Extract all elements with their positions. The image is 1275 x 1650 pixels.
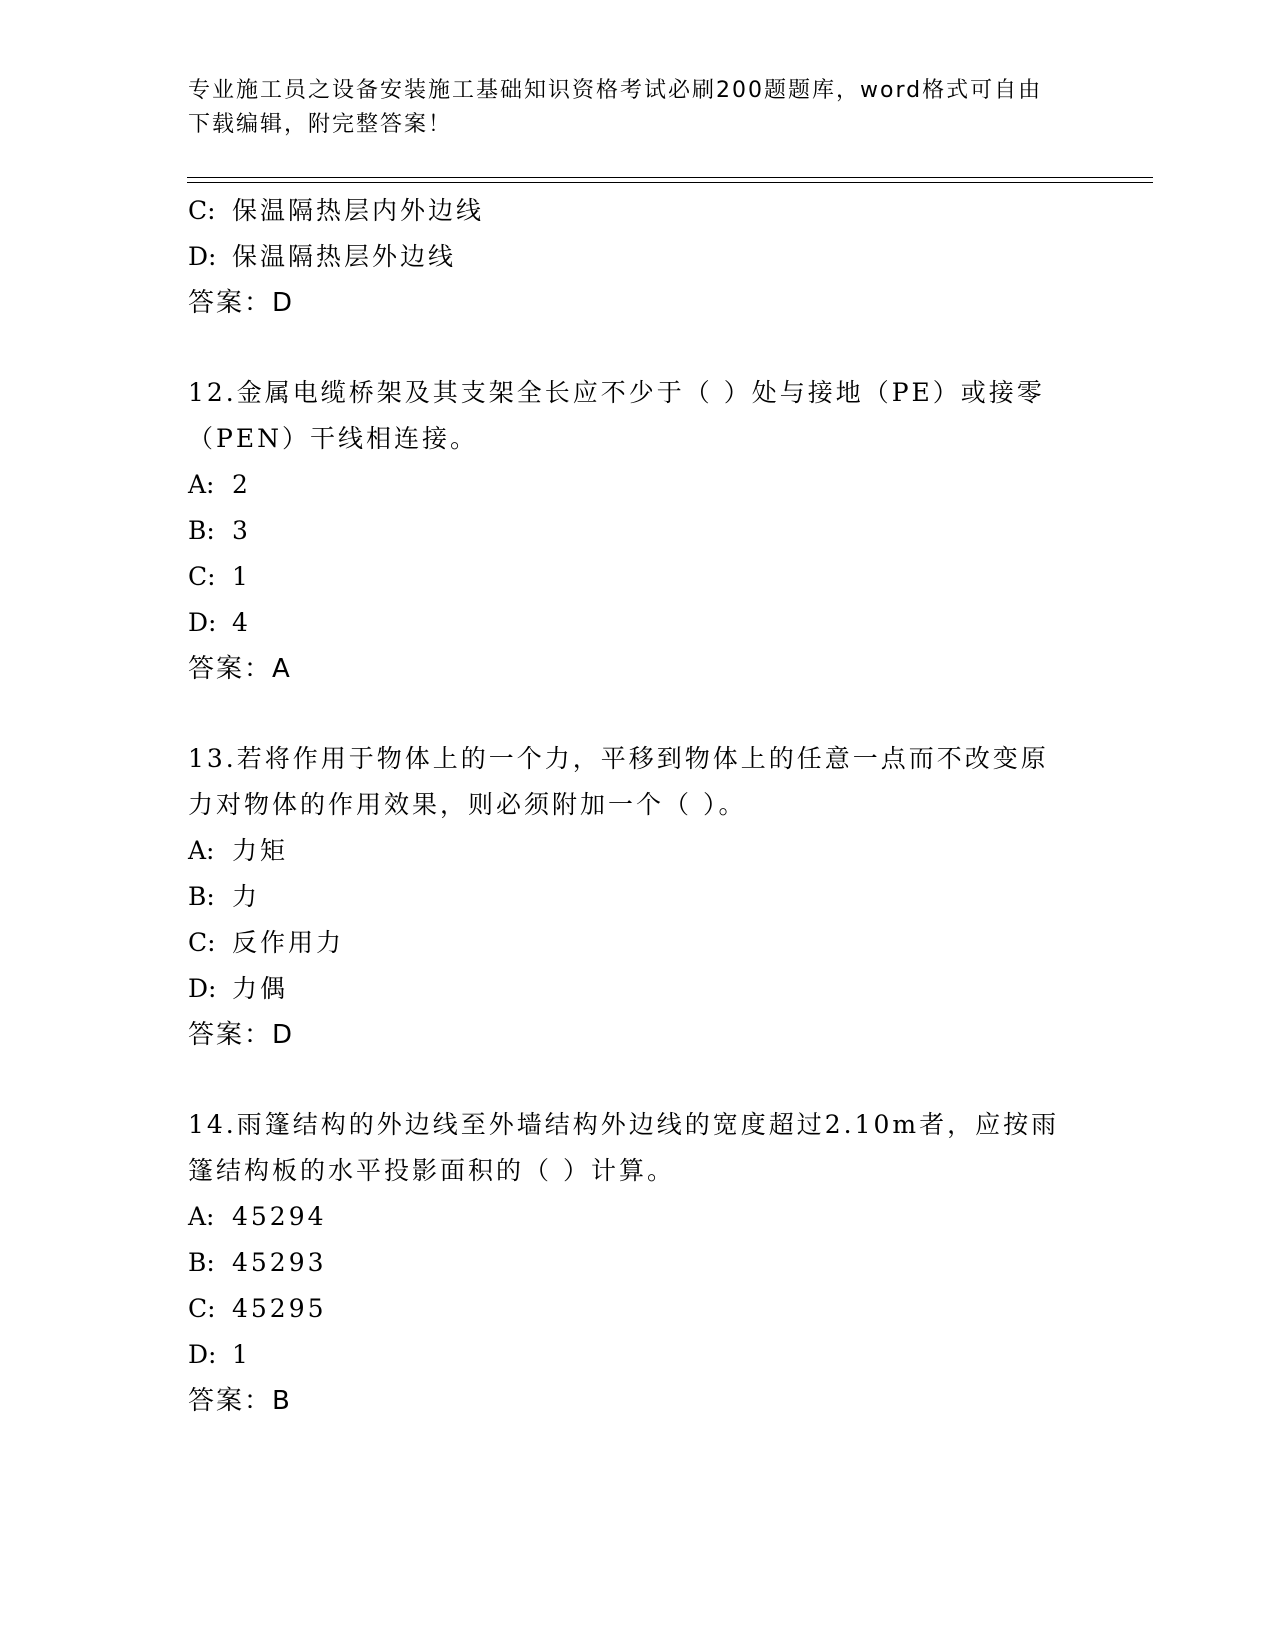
option-letter: C: [188, 1294, 216, 1323]
option-d [188, 600, 1088, 646]
page-header [188, 74, 1068, 142]
option-b [188, 874, 1088, 920]
question-stem-line: 力对物体的作用效果，则必须附加一个（ ）。 [188, 790, 747, 819]
option-b [188, 1240, 1088, 1286]
answer-line: 答案：A [188, 654, 292, 684]
option-letter: B: [188, 516, 215, 545]
option-a [188, 462, 1088, 508]
option-a [188, 1194, 1088, 1240]
option-d [188, 234, 1088, 280]
option-text: 45295 [232, 1294, 327, 1323]
option-letter: C: [188, 928, 216, 957]
answer-line: 答案：D [188, 288, 295, 318]
option-letter: D: [188, 608, 217, 637]
option-letter: A: [188, 1202, 215, 1231]
answer-line: 答案：B [188, 1386, 292, 1416]
document-body [188, 188, 1088, 1424]
option-letter: C: [188, 196, 216, 225]
option-letter: D: [188, 974, 217, 1003]
option-letter: B: [188, 882, 215, 911]
option-text: 45294 [232, 1202, 327, 1231]
option-text: 力偶 [232, 974, 289, 1003]
option-text: 1 [232, 1340, 251, 1369]
option-letter: A: [188, 836, 215, 865]
option-d [188, 966, 1088, 1012]
option-letter: A: [188, 470, 215, 499]
option-letter: D: [188, 242, 217, 271]
option-text: 保温隔热层外边线 [232, 242, 457, 271]
option-text: 1 [232, 562, 251, 591]
option-text: 保温隔热层内外边线 [232, 196, 485, 225]
option-b [188, 508, 1088, 554]
option-text: 力 [232, 882, 261, 911]
option-a [188, 828, 1088, 874]
question-stem-line: 13.若将作用于物体上的一个力，平移到物体上的任意一点而不改变原 [188, 744, 1049, 773]
header-rule-top [187, 177, 1153, 178]
option-text: 3 [232, 516, 251, 545]
option-d [188, 1332, 1088, 1378]
option-text: 4 [232, 608, 251, 637]
option-c [188, 920, 1088, 966]
question-stem-line: （PEN）干线相连接。 [188, 424, 478, 453]
question-13 [188, 736, 1088, 1058]
answer-line: 答案：D [188, 1020, 295, 1050]
question-14 [188, 1102, 1088, 1424]
option-letter: D: [188, 1340, 217, 1369]
option-text: 反作用力 [232, 928, 345, 957]
header-rule-bottom [187, 182, 1153, 183]
question-stem-line: 14.雨篷结构的外边线至外墙结构外边线的宽度超过2.10m者，应按雨 [188, 1110, 1060, 1139]
option-text: 45293 [232, 1248, 327, 1277]
question-stem-line: 12.金属电缆桥架及其支架全长应不少于（ ）处与接地（PE）或接零 [188, 378, 1045, 407]
question-stem-line: 篷结构板的水平投影面积的（ ）计算。 [188, 1156, 675, 1185]
header-line-2: 下载编辑，附完整答案！ [188, 112, 453, 137]
question-12 [188, 370, 1088, 692]
option-c [188, 188, 1088, 234]
option-c [188, 554, 1088, 600]
option-text: 力矩 [232, 836, 289, 865]
option-text: 2 [232, 470, 251, 499]
prev-question [188, 188, 1088, 326]
option-letter: B: [188, 1248, 215, 1277]
header-line-1: 专业施工员之设备安装施工基础知识资格考试必刷200题题库，word格式可自由 [188, 78, 1043, 103]
option-c [188, 1286, 1088, 1332]
option-letter: C: [188, 562, 216, 591]
